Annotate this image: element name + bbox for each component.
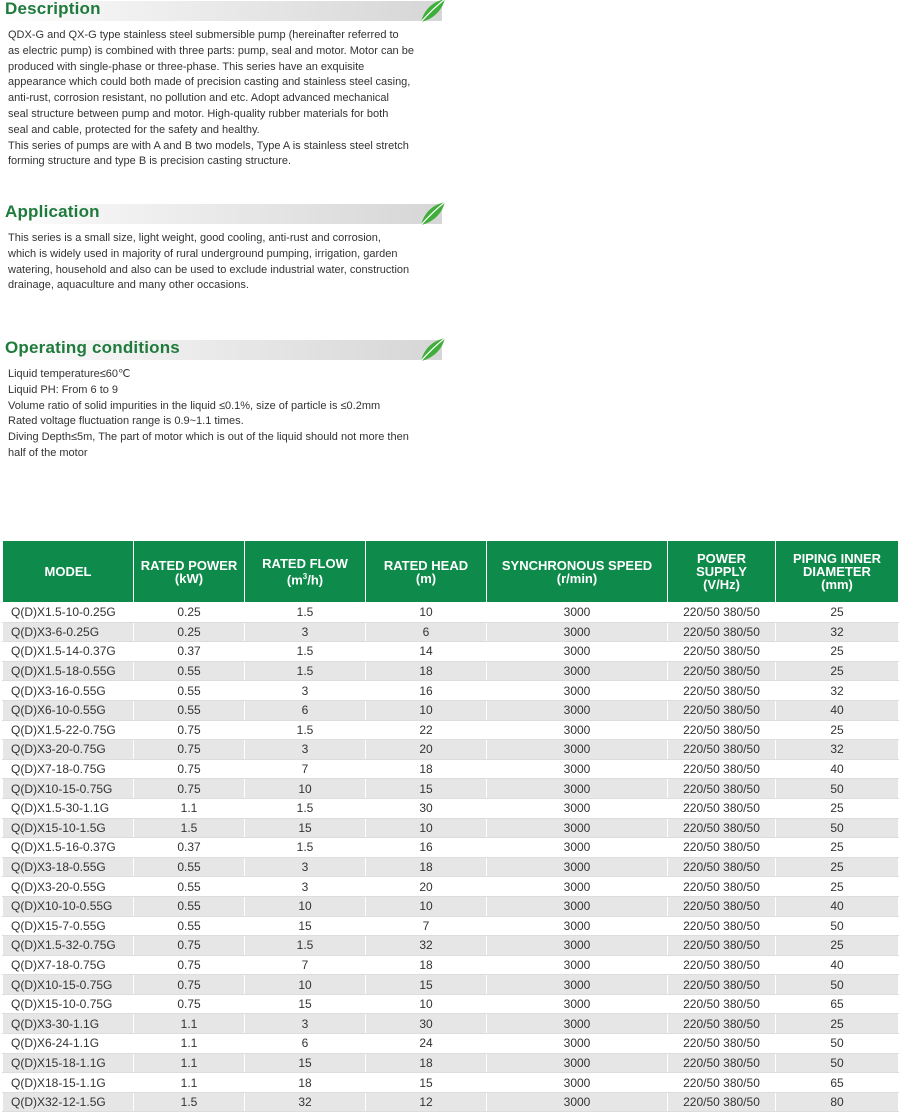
- supply-cell: 220/50 380/50: [668, 936, 776, 956]
- supply-cell: 220/50 380/50: [668, 838, 776, 858]
- operating-condition-line: Diving Depth≤5m, The part of motor which is out of the liquid should not more then: [8, 431, 409, 444]
- col-power-header: RATED POWER (kW): [134, 541, 245, 603]
- description-section: [0, 1, 448, 170]
- operating-condition-line: Rated voltage fluctuation range is 0.9~1.1 times.: [8, 415, 244, 428]
- power-cell: 0.55: [134, 700, 245, 720]
- operating-condition-line: Liquid PH: From 6 to 9: [8, 383, 119, 396]
- table-row: [3, 779, 899, 799]
- speed-cell: 3000: [487, 916, 668, 936]
- head-cell: 15: [366, 1073, 487, 1093]
- table-row: [3, 936, 899, 956]
- leaf-icon: [418, 0, 446, 24]
- speed-cell: 3000: [487, 1073, 668, 1093]
- supply-cell: 220/50 380/50: [668, 1073, 776, 1093]
- table-row: [3, 975, 899, 995]
- table-row: [3, 720, 899, 740]
- head-cell: 6: [366, 622, 487, 642]
- supply-cell: 220/50 380/50: [668, 818, 776, 838]
- description-line: seal and cable, protected for the safety and healthy.: [8, 123, 260, 136]
- speed-cell: 3000: [487, 896, 668, 916]
- diameter-cell: 50: [776, 779, 899, 799]
- operating-text: [0, 367, 444, 462]
- speed-cell: 3000: [487, 1053, 668, 1073]
- speed-cell: 3000: [487, 603, 668, 623]
- power-cell: 1.5: [134, 818, 245, 838]
- flow-cell: 1.5: [245, 838, 366, 858]
- col-diameter-header: PIPING INNER DIAMETER (mm): [776, 541, 899, 603]
- flow-cell: 3: [245, 1014, 366, 1034]
- speed-cell: 3000: [487, 955, 668, 975]
- diameter-cell: 50: [776, 1053, 899, 1073]
- head-cell: 16: [366, 838, 487, 858]
- speed-cell: 3000: [487, 1014, 668, 1034]
- flow-cell: 6: [245, 700, 366, 720]
- model-cell: Q(D)X10-15-0.75G: [3, 779, 134, 799]
- power-cell: 0.75: [134, 936, 245, 956]
- flow-cell: 6: [245, 1034, 366, 1054]
- speed-cell: 3000: [487, 877, 668, 897]
- table-row: [3, 838, 899, 858]
- power-cell: 0.75: [134, 720, 245, 740]
- flow-cell: 1.5: [245, 603, 366, 623]
- power-cell: 0.75: [134, 975, 245, 995]
- description-text: [0, 28, 444, 170]
- flow-cell: 10: [245, 896, 366, 916]
- power-cell: 0.55: [134, 916, 245, 936]
- application-line: This series is a small size, light weight, good cooling, anti-rust and corrosion,: [8, 232, 381, 244]
- model-cell: Q(D)X10-10-0.55G: [3, 896, 134, 916]
- description-line: seal structure between pump and motor. High-quality rubber materials for both: [8, 107, 389, 120]
- description-line: forming structure and type B is precision casting structure.: [8, 155, 292, 168]
- head-cell: 32: [366, 936, 487, 956]
- flow-cell: 10: [245, 779, 366, 799]
- speed-cell: 3000: [487, 1092, 668, 1112]
- diameter-cell: 32: [776, 622, 899, 642]
- model-cell: Q(D)X1.5-10-0.25G: [3, 603, 134, 623]
- power-cell: 0.55: [134, 681, 245, 701]
- table-row: [3, 700, 899, 720]
- flow-cell: 10: [245, 975, 366, 995]
- flow-cell: 1.5: [245, 642, 366, 662]
- table-row: [3, 877, 899, 897]
- diameter-cell: 32: [776, 681, 899, 701]
- head-cell: 30: [366, 1014, 487, 1034]
- diameter-cell: 25: [776, 642, 899, 662]
- flow-cell: 3: [245, 877, 366, 897]
- description-line: QDX-G and QX-G type stainless steel submersible pump (hereinafter referred to: [8, 29, 399, 41]
- operating-condition-line: Volume ratio of solid impurities in the liquid ≤0.1%, size of particle is ≤0.2mm: [8, 399, 381, 412]
- diameter-cell: 40: [776, 955, 899, 975]
- speed-cell: 3000: [487, 818, 668, 838]
- description-line: This series of pumps are with A and B two models, Type A is stainless steel stretch: [8, 139, 409, 152]
- flow-cell: 15: [245, 916, 366, 936]
- speed-cell: 3000: [487, 936, 668, 956]
- application-line: drainage, aquaculture and many other occasions.: [8, 279, 249, 292]
- flow-cell: 1.5: [245, 720, 366, 740]
- flow-cell: 15: [245, 994, 366, 1014]
- power-cell: 0.55: [134, 877, 245, 897]
- diameter-cell: 80: [776, 1092, 899, 1112]
- model-cell: Q(D)X3-18-0.55G: [3, 857, 134, 877]
- model-cell: Q(D)X6-10-0.55G: [3, 700, 134, 720]
- description-line: produced with single-phase or three-phase. This series have an exquisite: [8, 60, 365, 73]
- head-cell: 12: [366, 1092, 487, 1112]
- application-header: [0, 204, 442, 224]
- supply-cell: 220/50 380/50: [668, 857, 776, 877]
- model-cell: Q(D)X1.5-16-0.37G: [3, 838, 134, 858]
- speed-cell: 3000: [487, 740, 668, 760]
- application-line: which is widely used in majority of rural underground pumping, irrigation, garden: [8, 247, 398, 260]
- speed-cell: 3000: [487, 975, 668, 995]
- description-line: anti-rust, corrosion resistant, no pollution and etc. Adopt advanced mechanical: [8, 92, 389, 105]
- head-cell: 20: [366, 740, 487, 760]
- description-line: as electric pump) is combined with three parts: pump, seal and motor. Motor can be: [8, 44, 414, 57]
- supply-cell: 220/50 380/50: [668, 642, 776, 662]
- diameter-cell: 40: [776, 700, 899, 720]
- power-cell: 0.75: [134, 955, 245, 975]
- supply-cell: 220/50 380/50: [668, 720, 776, 740]
- speed-cell: 3000: [487, 681, 668, 701]
- diameter-cell: 25: [776, 661, 899, 681]
- power-cell: 0.25: [134, 622, 245, 642]
- table-row: [3, 1073, 899, 1093]
- diameter-cell: 50: [776, 916, 899, 936]
- head-cell: 15: [366, 779, 487, 799]
- application-line: watering, household and also can be used to exclude industrial water, construction: [8, 263, 410, 276]
- supply-cell: 220/50 380/50: [668, 700, 776, 720]
- diameter-cell: 25: [776, 720, 899, 740]
- table-row: [3, 798, 899, 818]
- speed-cell: 3000: [487, 857, 668, 877]
- application-section: [0, 204, 448, 294]
- diameter-cell: 50: [776, 818, 899, 838]
- diameter-cell: 32: [776, 740, 899, 760]
- head-cell: 20: [366, 877, 487, 897]
- speed-cell: 3000: [487, 994, 668, 1014]
- flow-cell: 7: [245, 759, 366, 779]
- table-header-row: [3, 541, 899, 603]
- speed-cell: 3000: [487, 1034, 668, 1054]
- power-cell: 1.1: [134, 1053, 245, 1073]
- description-header: [0, 1, 442, 21]
- speed-cell: 3000: [487, 779, 668, 799]
- col-model-header: MODEL: [3, 541, 134, 603]
- supply-cell: 220/50 380/50: [668, 798, 776, 818]
- supply-cell: 220/50 380/50: [668, 955, 776, 975]
- diameter-cell: 25: [776, 1014, 899, 1034]
- supply-cell: 220/50 380/50: [668, 1034, 776, 1054]
- power-cell: 0.25: [134, 603, 245, 623]
- flow-cell: 3: [245, 622, 366, 642]
- table-row: [3, 661, 899, 681]
- power-cell: 0.37: [134, 838, 245, 858]
- diameter-cell: 65: [776, 994, 899, 1014]
- table-row: [3, 740, 899, 760]
- table-row: [3, 759, 899, 779]
- col-head-header: RATED HEAD (m): [366, 541, 487, 603]
- model-cell: Q(D)X15-10-1.5G: [3, 818, 134, 838]
- supply-cell: 220/50 380/50: [668, 975, 776, 995]
- description-title: Description: [5, 0, 101, 18]
- table-row: [3, 955, 899, 975]
- power-cell: 0.55: [134, 661, 245, 681]
- model-cell: Q(D)X3-20-0.75G: [3, 740, 134, 760]
- supply-cell: 220/50 380/50: [668, 994, 776, 1014]
- flow-cell: 18: [245, 1073, 366, 1093]
- table-row: [3, 857, 899, 877]
- flow-cell: 3: [245, 857, 366, 877]
- supply-cell: 220/50 380/50: [668, 896, 776, 916]
- table-row: [3, 681, 899, 701]
- operating-condition-line: Liquid temperature≤60℃: [8, 368, 131, 380]
- supply-cell: 220/50 380/50: [668, 661, 776, 681]
- power-cell: 1.5: [134, 1092, 245, 1112]
- speed-cell: 3000: [487, 720, 668, 740]
- col-speed-header: SYNCHRONOUS SPEED (r/min): [487, 541, 668, 603]
- model-cell: Q(D)X15-7-0.55G: [3, 916, 134, 936]
- speed-cell: 3000: [487, 838, 668, 858]
- model-cell: Q(D)X32-12-1.5G: [3, 1092, 134, 1112]
- power-cell: 0.75: [134, 779, 245, 799]
- power-cell: 1.1: [134, 798, 245, 818]
- application-text: [0, 231, 444, 294]
- flow-cell: 15: [245, 1053, 366, 1073]
- head-cell: 30: [366, 798, 487, 818]
- power-cell: 1.1: [134, 1073, 245, 1093]
- table-row: [3, 916, 899, 936]
- diameter-cell: 25: [776, 857, 899, 877]
- head-cell: 10: [366, 896, 487, 916]
- table-row: [3, 642, 899, 662]
- table-row: [3, 994, 899, 1014]
- diameter-cell: 65: [776, 1073, 899, 1093]
- head-cell: 18: [366, 759, 487, 779]
- power-cell: 1.1: [134, 1014, 245, 1034]
- model-cell: Q(D)X3-20-0.55G: [3, 877, 134, 897]
- supply-cell: 220/50 380/50: [668, 916, 776, 936]
- table-row: [3, 1014, 899, 1034]
- speed-cell: 3000: [487, 642, 668, 662]
- supply-cell: 220/50 380/50: [668, 622, 776, 642]
- diameter-cell: 25: [776, 877, 899, 897]
- flow-cell: 3: [245, 681, 366, 701]
- supply-cell: 220/50 380/50: [668, 603, 776, 623]
- model-cell: Q(D)X1.5-30-1.1G: [3, 798, 134, 818]
- model-cell: Q(D)X1.5-22-0.75G: [3, 720, 134, 740]
- model-cell: Q(D)X3-16-0.55G: [3, 681, 134, 701]
- model-cell: Q(D)X15-10-0.75G: [3, 994, 134, 1014]
- model-cell: Q(D)X15-18-1.1G: [3, 1053, 134, 1073]
- head-cell: 18: [366, 857, 487, 877]
- model-cell: Q(D)X10-15-0.75G: [3, 975, 134, 995]
- supply-cell: 220/50 380/50: [668, 1053, 776, 1073]
- table-row: [3, 1034, 899, 1054]
- speed-cell: 3000: [487, 798, 668, 818]
- description-line: appearance which could both made of precision casting and stainless steel casing,: [8, 76, 411, 89]
- head-cell: 10: [366, 700, 487, 720]
- model-cell: Q(D)X6-24-1.1G: [3, 1034, 134, 1054]
- flow-cell: 1.5: [245, 936, 366, 956]
- supply-cell: 220/50 380/50: [668, 1092, 776, 1112]
- supply-cell: 220/50 380/50: [668, 1014, 776, 1034]
- diameter-cell: 50: [776, 975, 899, 995]
- model-cell: Q(D)X18-15-1.1G: [3, 1073, 134, 1093]
- model-cell: Q(D)X7-18-0.75G: [3, 955, 134, 975]
- speed-cell: 3000: [487, 700, 668, 720]
- power-cell: 0.75: [134, 759, 245, 779]
- operating-condition-line: half of the motor: [8, 446, 88, 459]
- table-row: [3, 1092, 899, 1112]
- head-cell: 18: [366, 1053, 487, 1073]
- speed-cell: 3000: [487, 661, 668, 681]
- operating-header: [0, 340, 442, 360]
- supply-cell: 220/50 380/50: [668, 740, 776, 760]
- power-cell: 0.55: [134, 857, 245, 877]
- head-cell: 15: [366, 975, 487, 995]
- table-row: [3, 1053, 899, 1073]
- diameter-cell: 25: [776, 798, 899, 818]
- power-cell: 0.75: [134, 740, 245, 760]
- flow-cell: 15: [245, 818, 366, 838]
- table-row: [3, 622, 899, 642]
- supply-cell: 220/50 380/50: [668, 779, 776, 799]
- diameter-cell: 25: [776, 936, 899, 956]
- power-cell: 0.37: [134, 642, 245, 662]
- operating-section: [0, 340, 448, 462]
- power-cell: 0.55: [134, 896, 245, 916]
- flow-cell: 32: [245, 1092, 366, 1112]
- head-cell: 22: [366, 720, 487, 740]
- diameter-cell: 40: [776, 759, 899, 779]
- power-cell: 0.75: [134, 994, 245, 1014]
- head-cell: 10: [366, 818, 487, 838]
- spec-table: [2, 540, 899, 1112]
- model-cell: Q(D)X3-30-1.1G: [3, 1014, 134, 1034]
- diameter-cell: 50: [776, 1034, 899, 1054]
- model-cell: Q(D)X1.5-18-0.55G: [3, 661, 134, 681]
- head-cell: 16: [366, 681, 487, 701]
- table-row: [3, 603, 899, 623]
- head-cell: 14: [366, 642, 487, 662]
- flow-cell: 1.5: [245, 798, 366, 818]
- supply-cell: 220/50 380/50: [668, 681, 776, 701]
- speed-cell: 3000: [487, 622, 668, 642]
- flow-cell: 1.5: [245, 661, 366, 681]
- diameter-cell: 40: [776, 896, 899, 916]
- table-row: [3, 896, 899, 916]
- head-cell: 7: [366, 916, 487, 936]
- head-cell: 24: [366, 1034, 487, 1054]
- flow-cell: 3: [245, 740, 366, 760]
- table-row: [3, 818, 899, 838]
- supply-cell: 220/50 380/50: [668, 877, 776, 897]
- col-supply-header: POWER SUPPLY (V/Hz): [668, 541, 776, 603]
- operating-title: Operating conditions: [5, 338, 180, 357]
- head-cell: 18: [366, 955, 487, 975]
- head-cell: 10: [366, 603, 487, 623]
- flow-cell: 7: [245, 955, 366, 975]
- model-cell: Q(D)X7-18-0.75G: [3, 759, 134, 779]
- col-flow-header: RATED FLOW $(m^3/h)$: [245, 541, 366, 603]
- diameter-cell: 25: [776, 838, 899, 858]
- supply-cell: 220/50 380/50: [668, 759, 776, 779]
- leaf-icon: [418, 337, 446, 363]
- model-cell: Q(D)X3-6-0.25G: [3, 622, 134, 642]
- application-title: Application: [5, 202, 100, 221]
- head-cell: 10: [366, 994, 487, 1014]
- diameter-cell: 25: [776, 603, 899, 623]
- head-cell: 18: [366, 661, 487, 681]
- power-cell: 1.1: [134, 1034, 245, 1054]
- model-cell: Q(D)X1.5-14-0.37G: [3, 642, 134, 662]
- leaf-icon: [418, 201, 446, 227]
- speed-cell: 3000: [487, 759, 668, 779]
- model-cell: Q(D)X1.5-32-0.75G: [3, 936, 134, 956]
